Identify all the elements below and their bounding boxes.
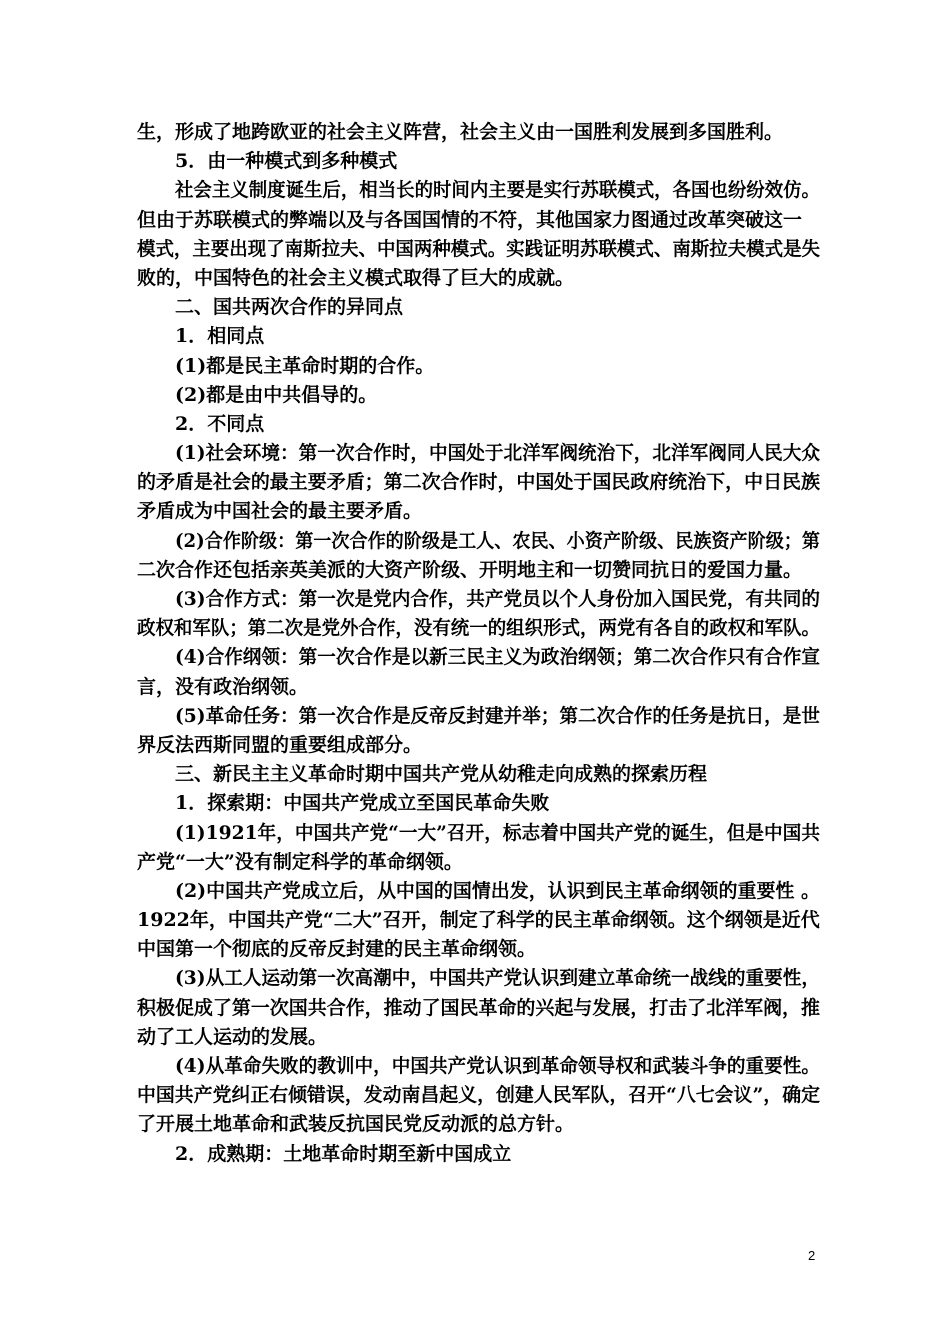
text-line: 模式，主要出现了南斯拉夫、中国两种模式。实践证明苏联模式、南斯拉夫模式是失 [137, 237, 820, 260]
section-heading: 5．由一种模式到多种模式 [175, 150, 398, 173]
text-line: 生，形成了地跨欧亚的社会主义阵营，社会主义由一国胜利发展到多国胜利。 [137, 121, 784, 143]
text-line: (5)革命任务：第一次合作是反帝反封建并举；第二次合作的任务是抗日，是世 [175, 704, 820, 727]
text-line: (1)1921年，中国共产党“一大”召开，标志着中国共产党的诞生，但是中国共 [175, 821, 820, 844]
section-heading: 1．相同点 [175, 325, 265, 348]
text-line: 的矛盾是社会的最主要矛盾；第二次合作时，中国处于国民政府统治下，中日民族 [137, 471, 820, 494]
text-line: (4)合作纲领：第一次合作是以新三民主义为政治纲领；第二次合作只有合作宣 [175, 646, 820, 669]
text-line: (3)从工人运动第一次高潮中，中国共产党认识到建立革命统一战线的重要性， [175, 967, 820, 990]
text-line: 产党“一大”没有制定科学的革命纲领。 [137, 850, 463, 873]
text-line: (2)合作阶级：第一次合作的阶级是工人、农民、小资产阶级、民族资产阶级；第 [175, 529, 820, 552]
text-line: 言，没有政治纲领。 [137, 675, 309, 698]
section-heading: 2．不同点 [175, 412, 265, 435]
text-line: 二次合作还包括亲英美派的大资产阶级、开明地主和一切赞同抗日的爱国力量。 [137, 558, 803, 581]
page-number: 2 [808, 1248, 816, 1263]
section-heading: 二、国共两次合作的异同点 [175, 296, 404, 319]
body-text [137, 118, 820, 1169]
text-line: 但由于苏联模式的弊端以及与各国国情的不符，其他国家力图通过改革突破这一 [137, 208, 803, 231]
text-line: (4)从革命失败的教训中，中国共产党认识到革命领导权和武装斗争的重要性。 [175, 1055, 820, 1077]
text-line: (1)都是民主革命时期的合作。 [175, 354, 435, 377]
text-line: 了开展土地革命和武装反抗国民党反动派的总方针。 [137, 1113, 575, 1136]
text-line: (2)中国共产党成立后，从中国的国情出发，认识到民主革命纲领的重要性 。 [175, 879, 820, 902]
text-line: 矛盾成为中国社会的最主要矛盾。 [137, 500, 423, 523]
section-heading: 1．探索期：中国共产党成立至国民革命失败 [175, 792, 550, 815]
text-line: 界反法西斯同盟的重要组成部分。 [137, 733, 423, 756]
text-line: 中国共产党纠正右倾错误，发动南昌起义，创建人民军队，召开“八七会议”，确定 [137, 1084, 820, 1107]
text-line: 政权和军队；第二次是党外合作，没有统一的组织形式，两党有各自的政权和军队。 [137, 617, 820, 640]
text-line: (2)都是由中共倡导的。 [175, 383, 378, 406]
text-line: 积极促成了第一次国共合作，推动了国民革命的兴起与发展，打击了北洋军阀，推 [137, 996, 820, 1019]
text-line: (1)社会环境：第一次合作时，中国处于北洋军阀统治下，北洋军阀同人民大众 [175, 442, 820, 465]
text-line: 社会主义制度诞生后，相当长的时间内主要是实行苏联模式，各国也纷纷效仿。 [175, 179, 820, 202]
section-heading: 三、新民主主义革命时期中国共产党从幼稚走向成熟的探索历程 [175, 763, 708, 786]
text-line: 1922年，中国共产党“二大”召开，制定了科学的民主革命纲领。这个纲领是近代 [137, 909, 820, 932]
section-heading: 2．成熟期：土地革命时期至新中国成立 [175, 1142, 512, 1165]
text-line: 败的，中国特色的社会主义模式取得了巨大的成就。 [137, 266, 575, 289]
text-line: 动了工人运动的发展。 [137, 1025, 328, 1048]
text-line: (3)合作方式：第一次是党内合作，共产党员以个人身份加入国民党，有共同的 [175, 588, 820, 610]
text-line: 中国第一个彻底的反帝反封建的民主革命纲领。 [137, 938, 537, 961]
